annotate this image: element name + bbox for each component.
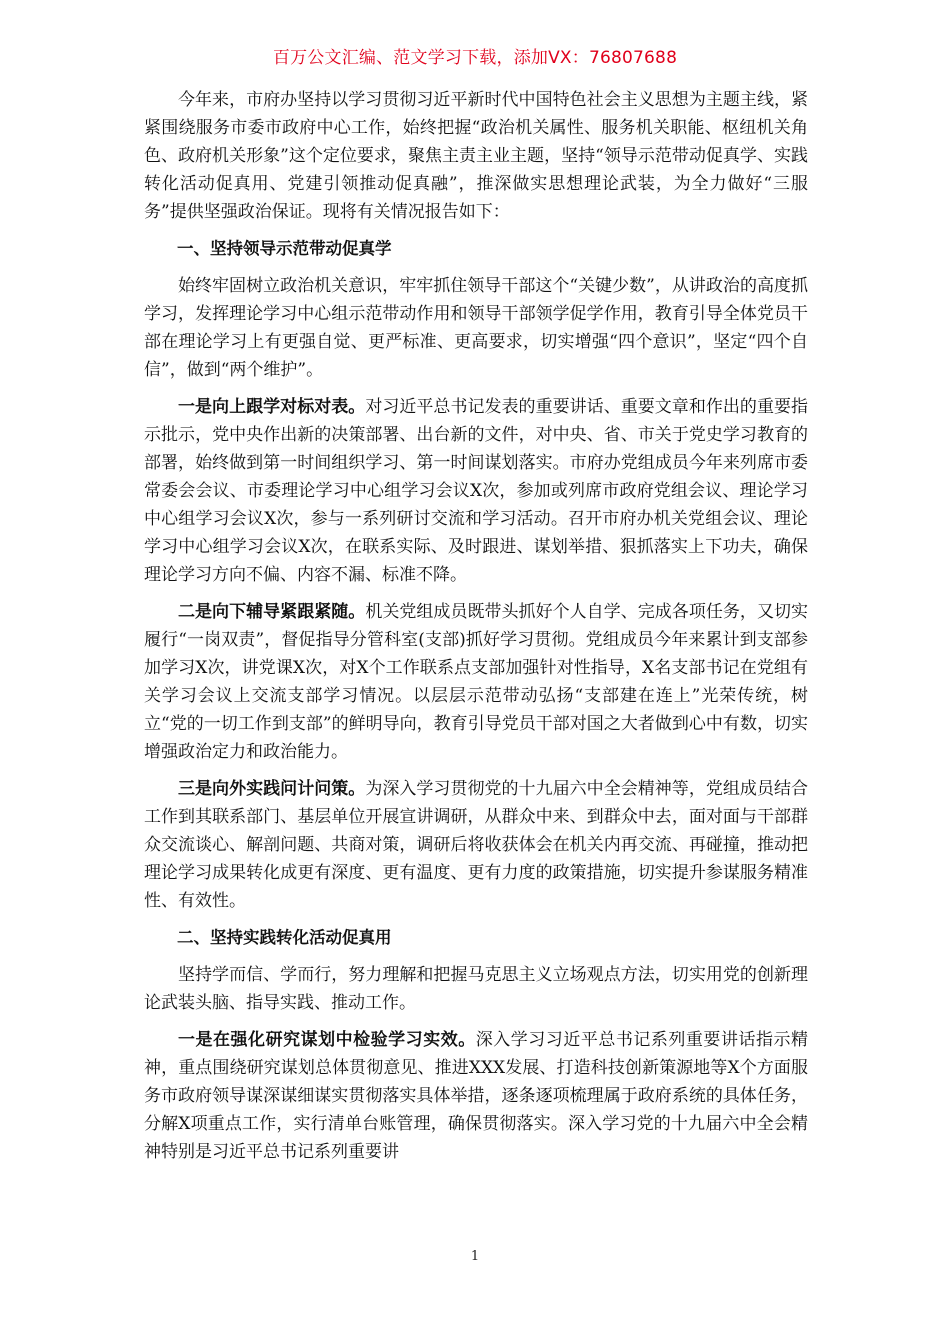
item-body: 机关党组成员既带头抓好个人自学、完成各项任务，又切实履行“一岗双责”，督促指导分管科室(支部)抓好学习贯彻。党组成员今年来累计到支部参加学习X次，讲党课X次，对X个工作联系点支部加强针对性指导，X名支部书记在党组有关学习会议上交流支部学习情况。以层层示范带动弘扬“支部建在连上”光荣传统，树立“党的一切工作到支部”的鲜明导向，教育引导党员干部对国之大者做到心中有数，切实增强政治定力和政治能力。 xyxy=(144,602,809,762)
section-heading-2: 二、坚持实践转化活动促真用 xyxy=(177,928,392,947)
item-lead: 一是在强化研究谋划中检验学习实效。 xyxy=(178,1030,476,1050)
item-body: 深入学习习近平总书记系列重要讲话指示精神，重点围绕研究谋划总体贯彻意见、推进XXX发展、打造科技创新策源地等X个方面服务市政府领导谋深谋细谋实贯彻落实具体举措，逐条逐项梳理属于政府系统的具体任务，分解X项重点工作，实行清单台账管理，确保贯彻落实。深入学习党的十九届六中全会精神特别是习近平总书记系列重要讲 xyxy=(144,1030,809,1162)
item-body: 对习近平总书记发表的重要讲话、重要文章和作出的重要指示批示，党中央作出新的决策部署、出台新的文件，对中央、省、市关于党史学习教育的部署，始终做到第一时间组织学习、第一时间谋划落实。市府办党组成员今年来列席市委常委会会议、市委理论学习中心组学习会议X次，参加或列席市政府党组会议、理论学习中心组学习会议X次，参与一系列研讨交流和学习活动。召开市府办机关党组会议、理论学习中心组学习会议X次，在联系实际、及时跟进、谋划举措、狠抓落实上下功夫，确保理论学习方向不偏、内容不漏、标准不降。 xyxy=(144,397,809,585)
section1-item-3 xyxy=(144,775,808,915)
section1-summary: 始终牢固树立政治机关意识，牢牢抓住领导干部这个“关键少数”，从讲政治的高度抓学习，发挥理论学习中心组示范带动作用和领导干部领学促学作用，教育引导全体党员干部在理论学习上有更强自觉、更严标准、更高要求，切实增强“四个意识”，坚定“四个自信”，做到“两个维护”。 xyxy=(144,276,808,380)
section1-item-2 xyxy=(144,598,808,766)
item-lead: 三是向外实践问计问策。 xyxy=(178,779,366,799)
item-lead: 二是向下辅导紧跟紧随。 xyxy=(178,602,366,622)
document-body xyxy=(144,86,808,1166)
page-number: 1 xyxy=(470,1249,480,1264)
section2-item-1 xyxy=(144,1026,808,1166)
watermark-header: 百万公文汇编、范文学习下载，添加VX：76807688 xyxy=(272,48,678,68)
section-heading-1: 一、坚持领导示范带动促真学 xyxy=(177,239,392,258)
section2-summary: 坚持学而信、学而行，努力理解和把握马克思主义立场观点方法，切实用党的创新理论武装头脑、指导实践、推动工作。 xyxy=(144,965,808,1013)
intro-paragraph: 今年来，市府办坚持以学习贯彻习近平新时代中国特色社会主义思想为主题主线，紧紧围绕服务市委市政府中心工作，始终把握“政治机关属性、服务机关职能、枢纽机关角色、政府机关形象”这个定位要求，聚焦主责主业主题，坚持“领导示范带动促真学、实践转化活动促真用、党建引领推动促真融”，推深做实思想理论武装，为全力做好“三服务”提供坚强政治保证。现将有关情况报告如下： xyxy=(144,90,808,222)
section1-item-1 xyxy=(144,393,808,589)
item-body: 为深入学习贯彻党的十九届六中全会精神等，党组成员结合工作到其联系部门、基层单位开展宣讲调研，从群众中来、到群众中去，面对面与干部群众交流谈心、解剖问题、共商对策，调研后将收获体会在机关内再交流、再碰撞，推动把理论学习成果转化成更有深度、更有温度、更有力度的政策措施，切实提升参谋服务精准性、有效性。 xyxy=(144,779,809,911)
item-lead: 一是向上跟学对标对表。 xyxy=(178,397,366,417)
